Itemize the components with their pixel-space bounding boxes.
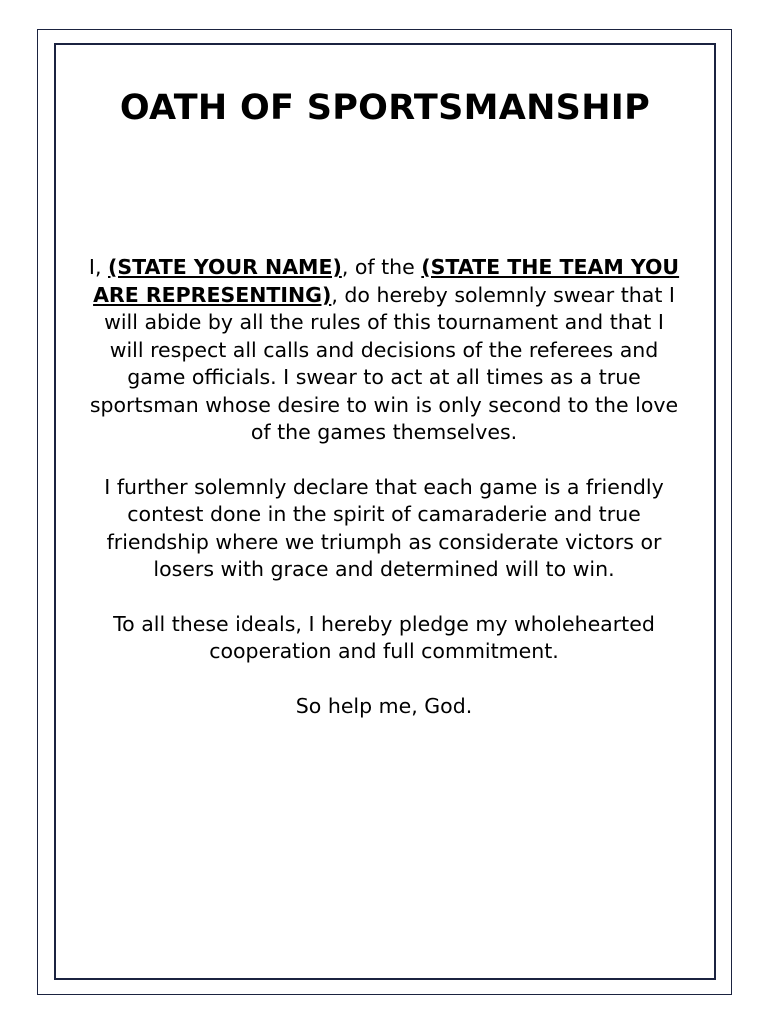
paragraph-1-rest: , do hereby solemnly swear that I will abide by all the rules of this tournament and that I will respect all calls and decisions of the referees and game officials. I swear to act at all times as a true sportsman whose desire to win is only second to the love of the games themselves. (89, 282, 679, 444)
oath-closing: So help me, God. (295, 693, 473, 718)
paragraph-1-lead: I, (88, 255, 108, 279)
oath-paragraph-1 (88, 254, 680, 447)
name-placeholder: (STATE YOUR NAME) (108, 255, 342, 279)
paragraph-1-mid: , of the (341, 255, 422, 279)
oath-body (88, 254, 680, 747)
oath-paragraph-3: To all these ideals, I hereby pledge my wholehearted cooperation and full commitment. (113, 611, 655, 663)
oath-paragraph-2: I further solemnly declare that each game is a friendly contest done in the spirit of camaraderie and true friendship where we triumph as considerate victors or losers with grace and determined will to win. (104, 474, 664, 581)
document-title: OATH OF SPORTSMANSHIP (119, 88, 651, 128)
team-placeholder: (STATE THE TEAM YOU ARE REPRESENTING) (93, 255, 680, 307)
